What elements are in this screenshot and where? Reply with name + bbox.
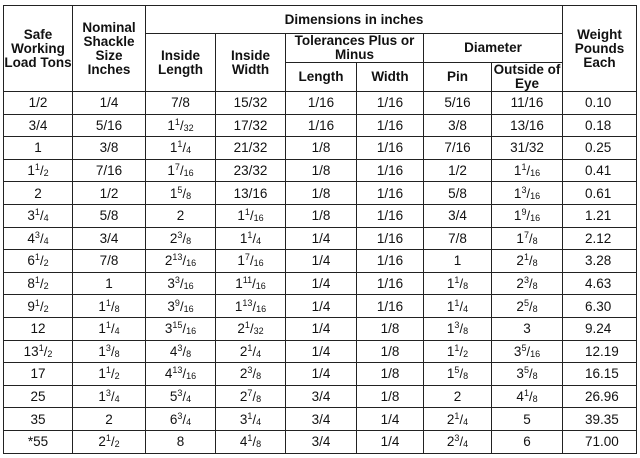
table-row bbox=[4, 159, 637, 182]
cell-weight: 0.61 bbox=[563, 182, 637, 205]
table-row bbox=[4, 114, 637, 137]
table-body bbox=[4, 92, 637, 454]
table-row bbox=[4, 295, 637, 318]
cell-inside-width: $4^1/_8$ bbox=[216, 430, 286, 453]
cell-tol-width: 1/16 bbox=[357, 204, 424, 227]
header-inside-width: Inside Width bbox=[216, 34, 286, 92]
cell-inside-length: $3^9/_{16}$ bbox=[146, 295, 216, 318]
cell-pin: $1^1/_8$ bbox=[424, 272, 492, 295]
cell-load: 3/4 bbox=[4, 114, 73, 137]
cell-pin: $1^1/_2$ bbox=[424, 340, 492, 363]
cell-tol-length: 1/4 bbox=[286, 250, 357, 273]
cell-outside-eye: $2^5/_8$ bbox=[492, 295, 563, 318]
cell-inside-length: $1^5/_8$ bbox=[146, 182, 216, 205]
cell-pin: $2^1/_4$ bbox=[424, 408, 492, 431]
cell-pin: $1^1/_4$ bbox=[424, 295, 492, 318]
cell-tol-width: 1/8 bbox=[357, 317, 424, 340]
table-row bbox=[4, 204, 637, 227]
cell-outside-eye: $1^1/_{16}$ bbox=[492, 159, 563, 182]
cell-inside-width: $2^1/_{32}$ bbox=[216, 317, 286, 340]
cell-load: $3^1/_4$ bbox=[4, 204, 73, 227]
cell-load: $9^1/_2$ bbox=[4, 295, 73, 318]
table-header bbox=[4, 6, 637, 92]
cell-inside-length: $5^3/_4$ bbox=[146, 385, 216, 408]
cell-tol-length: 1/4 bbox=[286, 317, 357, 340]
cell-pin: 1/2 bbox=[424, 159, 492, 182]
cell-tol-length: 1/4 bbox=[286, 227, 357, 250]
cell-tol-length: 3/4 bbox=[286, 408, 357, 431]
cell-outside-eye: 6 bbox=[492, 430, 563, 453]
cell-size: 2 bbox=[73, 408, 146, 431]
cell-inside-length: $3^{15}/_{16}$ bbox=[146, 317, 216, 340]
cell-weight: 0.25 bbox=[563, 137, 637, 160]
cell-tol-width: 1/16 bbox=[357, 272, 424, 295]
cell-inside-length: $4^3/_8$ bbox=[146, 340, 216, 363]
cell-tol-length: 1/4 bbox=[286, 272, 357, 295]
cell-inside-length: $1^1/_4$ bbox=[146, 137, 216, 160]
cell-size: 1 bbox=[73, 272, 146, 295]
cell-size: 5/16 bbox=[73, 114, 146, 137]
cell-inside-width: $2^7/_8$ bbox=[216, 385, 286, 408]
cell-weight: 0.41 bbox=[563, 159, 637, 182]
cell-inside-length: $1^1/_{32}$ bbox=[146, 114, 216, 137]
cell-inside-width: $2^3/_8$ bbox=[216, 363, 286, 386]
cell-load: 1/2 bbox=[4, 92, 73, 115]
cell-tol-width: 1/16 bbox=[357, 114, 424, 137]
header-pin: Pin bbox=[424, 63, 492, 92]
table-row bbox=[4, 92, 637, 115]
cell-size: $1^1/_4$ bbox=[73, 317, 146, 340]
cell-tol-length: 1/16 bbox=[286, 114, 357, 137]
table-row bbox=[4, 363, 637, 386]
cell-size: $1^1/_2$ bbox=[73, 363, 146, 386]
cell-outside-eye: 31/32 bbox=[492, 137, 563, 160]
cell-inside-width: $1^7/_{16}$ bbox=[216, 250, 286, 273]
cell-tol-width: 1/4 bbox=[357, 430, 424, 453]
cell-inside-length: 8 bbox=[146, 430, 216, 453]
cell-load: 25 bbox=[4, 385, 73, 408]
cell-tol-width: 1/16 bbox=[357, 250, 424, 273]
header-dimensions: Dimensions in inches bbox=[146, 6, 563, 34]
cell-tol-length: 1/4 bbox=[286, 340, 357, 363]
cell-outside-eye: $2^3/_8$ bbox=[492, 272, 563, 295]
cell-tol-width: 1/4 bbox=[357, 408, 424, 431]
cell-tol-length: 1/8 bbox=[286, 159, 357, 182]
cell-tol-width: 1/16 bbox=[357, 227, 424, 250]
cell-tol-width: 1/16 bbox=[357, 92, 424, 115]
cell-inside-width: 21/32 bbox=[216, 137, 286, 160]
header-tol-length: Length bbox=[286, 63, 357, 92]
cell-pin: $1^5/_8$ bbox=[424, 363, 492, 386]
cell-inside-length: $2^{13}/_{16}$ bbox=[146, 250, 216, 273]
header-nominal-size: Nominal Shackle Size Inches bbox=[73, 6, 146, 92]
table-row bbox=[4, 227, 637, 250]
shackle-spec-table bbox=[3, 5, 637, 454]
cell-tol-length: 3/4 bbox=[286, 385, 357, 408]
cell-tol-width: 1/16 bbox=[357, 182, 424, 205]
cell-weight: 0.18 bbox=[563, 114, 637, 137]
cell-inside-width: 17/32 bbox=[216, 114, 286, 137]
cell-weight: 2.12 bbox=[563, 227, 637, 250]
cell-tol-length: 1/8 bbox=[286, 204, 357, 227]
cell-load: $13^1/_2$ bbox=[4, 340, 73, 363]
cell-inside-width: $1^1/_4$ bbox=[216, 227, 286, 250]
cell-inside-width: $1^1/_{16}$ bbox=[216, 204, 286, 227]
cell-outside-eye: $1^9/_{16}$ bbox=[492, 204, 563, 227]
cell-weight: 3.28 bbox=[563, 250, 637, 273]
header-tolerances: Tolerances Plus or Minus bbox=[286, 34, 424, 63]
cell-size: 7/8 bbox=[73, 250, 146, 273]
cell-outside-eye: 3 bbox=[492, 317, 563, 340]
cell-inside-width: 15/32 bbox=[216, 92, 286, 115]
cell-tol-length: 1/4 bbox=[286, 295, 357, 318]
cell-size: 1/2 bbox=[73, 182, 146, 205]
cell-load: 1 bbox=[4, 137, 73, 160]
cell-inside-width: $1^{13}/_{16}$ bbox=[216, 295, 286, 318]
cell-weight: 39.35 bbox=[563, 408, 637, 431]
cell-weight: 71.00 bbox=[563, 430, 637, 453]
cell-outside-eye: $1^3/_{16}$ bbox=[492, 182, 563, 205]
cell-load: 2 bbox=[4, 182, 73, 205]
cell-tol-width: 1/16 bbox=[357, 159, 424, 182]
cell-load: 17 bbox=[4, 363, 73, 386]
cell-load: *55 bbox=[4, 430, 73, 453]
cell-size: $1^1/_8$ bbox=[73, 295, 146, 318]
cell-outside-eye: 13/16 bbox=[492, 114, 563, 137]
header-weight: Weight Pounds Each bbox=[563, 6, 637, 92]
cell-weight: 4.63 bbox=[563, 272, 637, 295]
cell-tol-length: 1/4 bbox=[286, 363, 357, 386]
cell-size: 3/4 bbox=[73, 227, 146, 250]
table-row bbox=[4, 408, 637, 431]
cell-pin: $1^3/_8$ bbox=[424, 317, 492, 340]
cell-outside-eye: $2^1/_8$ bbox=[492, 250, 563, 273]
cell-inside-width: $2^1/_4$ bbox=[216, 340, 286, 363]
cell-inside-length: 2 bbox=[146, 204, 216, 227]
table-row bbox=[4, 317, 637, 340]
cell-load: 12 bbox=[4, 317, 73, 340]
cell-weight: 1.21 bbox=[563, 204, 637, 227]
cell-pin: 7/16 bbox=[424, 137, 492, 160]
table-row bbox=[4, 385, 637, 408]
cell-pin: $2^3/_4$ bbox=[424, 430, 492, 453]
cell-size: $1^3/_4$ bbox=[73, 385, 146, 408]
cell-tol-length: 3/4 bbox=[286, 430, 357, 453]
cell-inside-width: 13/16 bbox=[216, 182, 286, 205]
header-outside-eye: Outside of Eye bbox=[492, 63, 563, 92]
cell-load: $8^1/_2$ bbox=[4, 272, 73, 295]
cell-inside-length: $6^3/_4$ bbox=[146, 408, 216, 431]
cell-tol-width: 1/16 bbox=[357, 295, 424, 318]
cell-inside-length: $3^3/_{16}$ bbox=[146, 272, 216, 295]
cell-pin: 1 bbox=[424, 250, 492, 273]
cell-inside-length: 7/8 bbox=[146, 92, 216, 115]
cell-inside-width: $3^1/_4$ bbox=[216, 408, 286, 431]
cell-inside-length: $4^{13}/_{16}$ bbox=[146, 363, 216, 386]
cell-weight: 26.96 bbox=[563, 385, 637, 408]
cell-tol-width: 1/8 bbox=[357, 385, 424, 408]
cell-tol-length: 1/8 bbox=[286, 182, 357, 205]
table-row bbox=[4, 272, 637, 295]
cell-pin: 5/16 bbox=[424, 92, 492, 115]
cell-load: $4^3/_4$ bbox=[4, 227, 73, 250]
cell-pin: 3/4 bbox=[424, 204, 492, 227]
cell-tol-width: 1/8 bbox=[357, 340, 424, 363]
header-safe-working-load: Safe Working Load Tons bbox=[4, 6, 73, 92]
cell-outside-eye: 11/16 bbox=[492, 92, 563, 115]
cell-outside-eye: $4^1/_8$ bbox=[492, 385, 563, 408]
cell-outside-eye: $3^5/_8$ bbox=[492, 363, 563, 386]
cell-pin: 3/8 bbox=[424, 114, 492, 137]
cell-tol-length: 1/16 bbox=[286, 92, 357, 115]
cell-weight: 9.24 bbox=[563, 317, 637, 340]
cell-pin: 2 bbox=[424, 385, 492, 408]
cell-size: 5/8 bbox=[73, 204, 146, 227]
cell-outside-eye: $1^7/_8$ bbox=[492, 227, 563, 250]
header-diameter: Diameter bbox=[424, 34, 563, 63]
cell-size: $1^3/_8$ bbox=[73, 340, 146, 363]
cell-size: 3/8 bbox=[73, 137, 146, 160]
table-row bbox=[4, 340, 637, 363]
header-inside-length: Inside Length bbox=[146, 34, 216, 92]
cell-weight: 12.19 bbox=[563, 340, 637, 363]
header-tol-width: Width bbox=[357, 63, 424, 92]
cell-inside-length: $1^7/_{16}$ bbox=[146, 159, 216, 182]
cell-size: 1/4 bbox=[73, 92, 146, 115]
cell-weight: 6.30 bbox=[563, 295, 637, 318]
cell-tol-length: 1/8 bbox=[286, 137, 357, 160]
cell-tol-width: 1/8 bbox=[357, 363, 424, 386]
cell-inside-length: $2^3/_8$ bbox=[146, 227, 216, 250]
cell-inside-width: $1^{11}/_{16}$ bbox=[216, 272, 286, 295]
cell-size: 7/16 bbox=[73, 159, 146, 182]
table-row bbox=[4, 137, 637, 160]
cell-pin: 7/8 bbox=[424, 227, 492, 250]
cell-load: $1^1/_2$ bbox=[4, 159, 73, 182]
cell-outside-eye: 5 bbox=[492, 408, 563, 431]
cell-load: 35 bbox=[4, 408, 73, 431]
cell-outside-eye: $3^5/_{16}$ bbox=[492, 340, 563, 363]
cell-weight: 0.10 bbox=[563, 92, 637, 115]
cell-pin: 5/8 bbox=[424, 182, 492, 205]
cell-weight: 16.15 bbox=[563, 363, 637, 386]
cell-tol-width: 1/16 bbox=[357, 137, 424, 160]
cell-inside-width: 23/32 bbox=[216, 159, 286, 182]
table-row bbox=[4, 250, 637, 273]
table-row bbox=[4, 182, 637, 205]
table-row bbox=[4, 430, 637, 453]
cell-size: $2^1/_2$ bbox=[73, 430, 146, 453]
cell-load: $6^1/_2$ bbox=[4, 250, 73, 273]
